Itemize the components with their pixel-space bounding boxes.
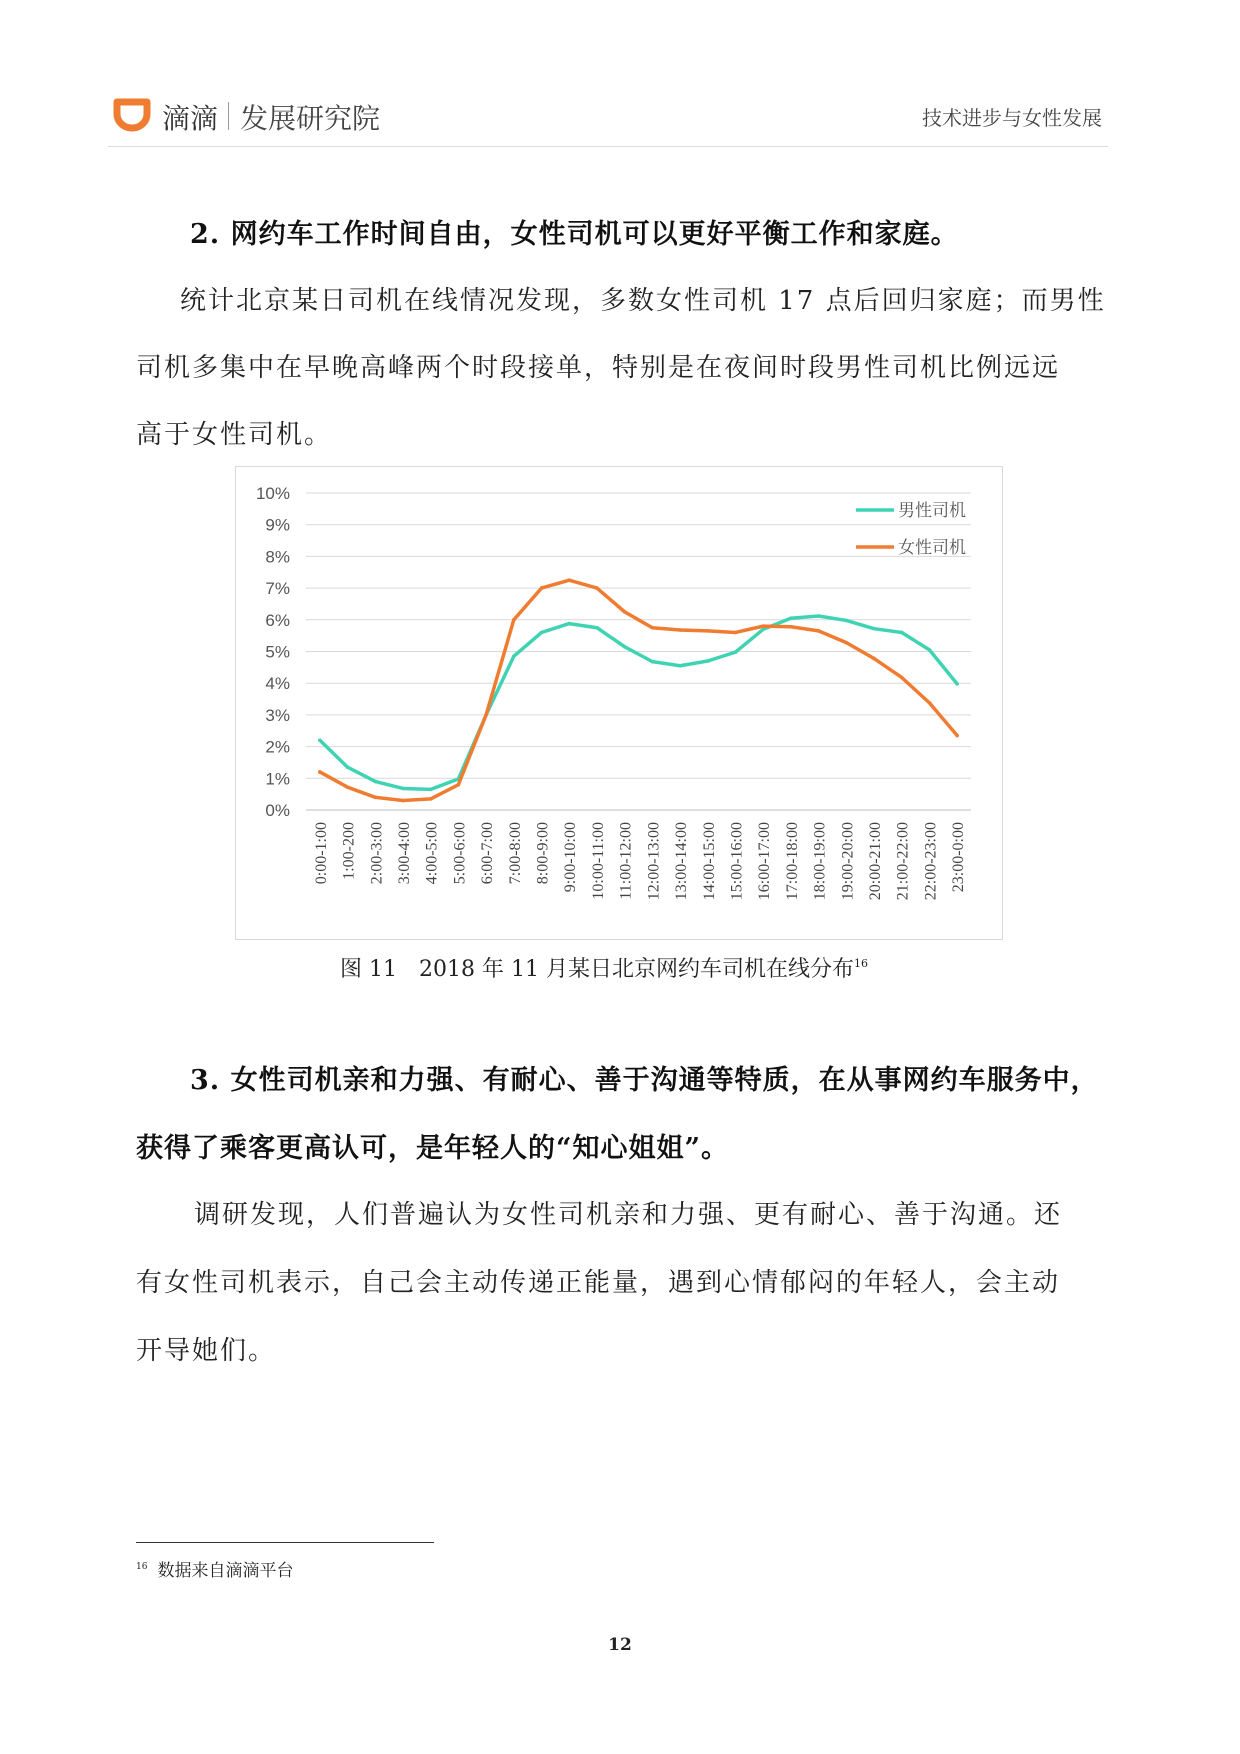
data-point xyxy=(817,614,821,618)
data-point xyxy=(457,783,461,787)
data-point xyxy=(928,648,932,652)
data-point xyxy=(373,780,377,784)
data-point xyxy=(595,586,599,590)
y-tick-label: 2% xyxy=(265,737,290,757)
data-point xyxy=(845,619,849,623)
x-tick-label: 9:00-10:00 xyxy=(562,822,580,893)
x-tick-label: 3:00-4:00 xyxy=(395,822,413,885)
x-tick-label: 13:00-14:00 xyxy=(673,822,691,901)
footnote-number: 16 xyxy=(136,1562,148,1572)
y-tick-label: 0% xyxy=(265,801,290,820)
x-tick-label: 23:00-0:00 xyxy=(950,822,968,893)
y-tick-label: 9% xyxy=(265,515,290,535)
legend-label: 男性司机 xyxy=(898,501,966,521)
footnote-rule xyxy=(136,1542,434,1543)
x-tick-label: 1:00-200 xyxy=(340,822,358,880)
figure-caption xyxy=(340,952,868,983)
x-tick-label: 16:00-17:00 xyxy=(756,822,774,901)
brand-subtitle: 发展研究院 xyxy=(240,102,381,135)
y-tick-label: 4% xyxy=(265,674,290,694)
x-tick-label: 19:00-20:00 xyxy=(839,822,857,901)
data-point xyxy=(761,624,765,628)
data-point xyxy=(955,734,959,738)
footnote-reference[interactable]: 16 xyxy=(853,957,868,970)
section-2-heading: 2. 网约车工作时间自由，女性司机可以更好平衡工作和家庭。 xyxy=(190,219,959,250)
data-point xyxy=(789,616,793,620)
footnote xyxy=(136,1556,293,1581)
x-tick-label: 7:00-8:00 xyxy=(506,822,524,885)
y-tick-label: 5% xyxy=(265,642,290,662)
line-chart xyxy=(236,467,1002,939)
x-tick-label: 6:00-7:00 xyxy=(479,822,497,885)
x-tick-label: 10:00-11:00 xyxy=(589,822,607,900)
data-point xyxy=(900,676,904,680)
legend-label: 女性司机 xyxy=(898,538,966,558)
x-tick-label: 2:00-3:00 xyxy=(368,822,386,885)
data-point xyxy=(845,641,849,645)
series-line-female xyxy=(320,580,957,800)
data-point xyxy=(706,629,710,633)
data-point xyxy=(817,629,821,633)
data-point xyxy=(318,770,322,774)
data-point xyxy=(734,650,738,654)
x-tick-label: 14:00-15:00 xyxy=(700,822,718,901)
data-point xyxy=(318,738,322,742)
y-tick-label: 3% xyxy=(265,705,290,725)
page-header xyxy=(108,88,1108,147)
section-3-paragraph-line: 有女性司机表示，自己会主动传递正能量，遇到心情郁闷的年轻人，会主动 xyxy=(136,1268,1061,1298)
series-line-male xyxy=(320,616,957,789)
data-point xyxy=(651,660,655,664)
x-tick-label: 17:00-18:00 xyxy=(783,822,801,901)
y-tick-label: 1% xyxy=(265,769,290,789)
didi-logo-icon xyxy=(112,98,152,132)
data-point xyxy=(512,654,516,658)
x-tick-label: 4:00-5:00 xyxy=(423,822,441,885)
footnote-text: 数据来自滴滴平台 xyxy=(157,1561,294,1581)
data-point xyxy=(678,664,682,668)
data-point xyxy=(651,626,655,630)
data-point xyxy=(540,631,544,635)
data-point xyxy=(373,796,377,800)
data-point xyxy=(346,765,350,769)
chart-container xyxy=(235,466,1003,940)
data-point xyxy=(429,788,433,792)
header-divider xyxy=(228,102,229,130)
page-number: 12 xyxy=(608,1635,632,1655)
data-point xyxy=(872,657,876,661)
document-title: 技术进步与女性发展 xyxy=(922,106,1102,130)
x-tick-label: 12:00-13:00 xyxy=(645,822,663,901)
x-tick-label: 15:00-16:00 xyxy=(728,822,746,901)
data-point xyxy=(540,586,544,590)
data-point xyxy=(484,713,488,717)
x-tick-label: 11:00-12:00 xyxy=(617,822,635,900)
section-3-paragraph-line: 开导她们。 xyxy=(136,1336,277,1366)
brand-name: 滴滴 xyxy=(162,102,219,135)
x-tick-label: 21:00-22:00 xyxy=(894,822,912,901)
data-point xyxy=(900,631,904,635)
figure-caption-text: 图 11 2018 年 11 月某日北京网约车司机在线分布 xyxy=(340,957,854,982)
data-point xyxy=(955,682,959,686)
x-tick-label: 20:00-21:00 xyxy=(867,822,885,901)
y-tick-label: 10% xyxy=(255,484,290,503)
y-tick-label: 7% xyxy=(265,579,290,599)
data-point xyxy=(928,701,932,705)
data-point xyxy=(429,797,433,801)
data-point xyxy=(706,659,710,663)
x-tick-label: 5:00-6:00 xyxy=(451,822,469,885)
data-point xyxy=(734,631,738,635)
data-point xyxy=(872,627,876,631)
x-tick-label: 18:00-19:00 xyxy=(811,822,829,901)
data-point xyxy=(346,785,350,789)
section-2-paragraph-line: 司机多集中在早晚高峰两个时段接单，特别是在夜间时段男性司机比例远远 xyxy=(136,353,1061,383)
y-tick-label: 6% xyxy=(265,610,290,630)
data-point xyxy=(567,622,571,626)
section-2-paragraph-line: 统计北京某日司机在线情况发现，多数女性司机 17 点后回归家庭；而男性 xyxy=(180,286,1106,316)
data-point xyxy=(595,626,599,630)
section-3-heading-line: 获得了乘客更高认可，是年轻人的“知心姐姐”。 xyxy=(136,1133,730,1164)
section-3-heading-line: 3. 女性司机亲和力强、有耐心、善于沟通等特质，在从事网约车服务中， xyxy=(190,1065,1099,1096)
x-tick-label: 8:00-9:00 xyxy=(534,822,552,885)
section-2-paragraph-line: 高于女性司机。 xyxy=(136,420,333,450)
data-point xyxy=(512,618,516,622)
x-tick-label: 22:00-23:00 xyxy=(922,822,940,901)
data-point xyxy=(789,625,793,629)
data-point xyxy=(678,628,682,632)
y-tick-label: 8% xyxy=(265,547,290,567)
data-point xyxy=(401,799,405,803)
x-tick-label: 0:00-1:00 xyxy=(312,822,330,885)
section-3-paragraph-line: 调研发现，人们普遍认为女性司机亲和力强、更有耐心、善于沟通。还 xyxy=(194,1200,1063,1230)
data-point xyxy=(401,787,405,791)
data-point xyxy=(567,578,571,582)
data-point xyxy=(623,610,627,614)
data-point xyxy=(623,645,627,649)
